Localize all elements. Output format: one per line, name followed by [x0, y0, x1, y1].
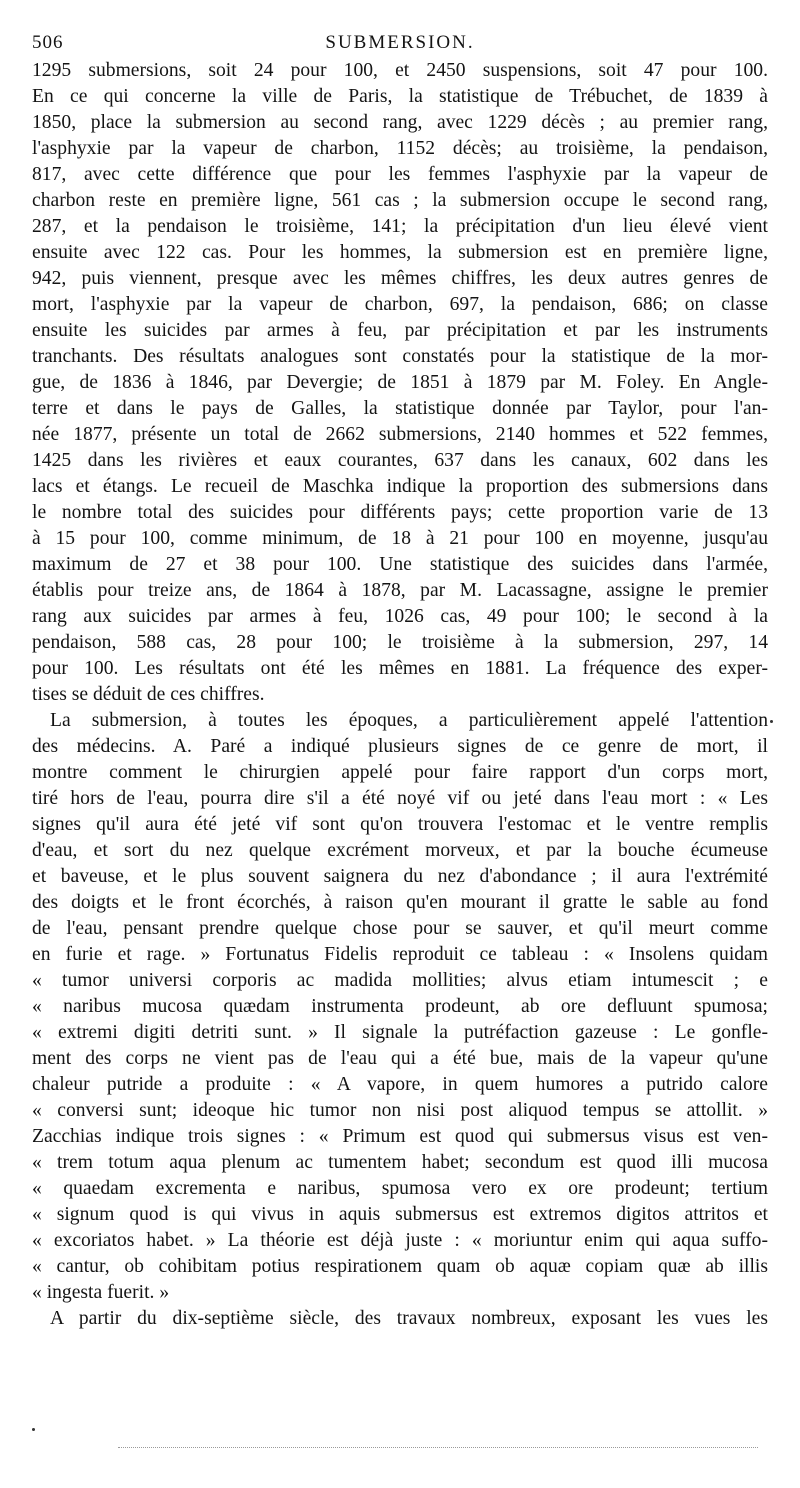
- footer-rule: [118, 1447, 758, 1448]
- text-line: en furie et rage. » Fortunatus Fidelis reproduit ce tableau : « Insolens quidam: [32, 944, 768, 965]
- text-line: « trem totum aqua plenum ac tumentem habet; secondum est quod illi mucosa: [32, 1152, 768, 1173]
- text-line: 1850, place la submersion au second rang, avec 1229 décès ; au premier rang,: [32, 112, 768, 133]
- margin-mark: [770, 720, 773, 723]
- text-line: tranchants. Des résultats analogues sont constatés pour la statistique de la mor-: [32, 346, 768, 367]
- text-line: maximum de 27 et 38 pour 100. Une statistique des suicides dans l'armée,: [32, 554, 768, 575]
- text-line: lacs et étangs. Le recueil de Maschka indique la proportion des submersions dans: [32, 476, 768, 497]
- text-line: « conversi sunt; ideoque hic tumor non nisi post aliquod tempus se attollit. »: [32, 1100, 768, 1121]
- text-line: ensuite les suicides par armes à feu, par précipitation et par les instruments: [32, 320, 768, 341]
- text-line: rang aux suicides par armes à feu, 1026 cas, 49 pour 100; le second à la: [32, 606, 768, 627]
- footer-mark: [32, 1428, 35, 1431]
- text-line: « extremi digiti detriti sunt. » Il signale la putréfaction gazeuse : Le gonfle-: [32, 1022, 768, 1043]
- text-line: A partir du dix-septième siècle, des travaux nombreux, exposant les vues les: [50, 1308, 768, 1329]
- text-line: tiré hors de l'eau, pourra dire s'il a été noyé vif ou jeté dans l'eau mort : « Les: [32, 788, 768, 809]
- text-line: pour 100. Les résultats ont été les mêmes en 1881. La fréquence des exper-: [32, 658, 768, 679]
- text-line: ment des corps ne vient pas de l'eau qui a été bue, mais de la vapeur qu'une: [32, 1048, 768, 1069]
- text-line: 817, avec cette différence que pour les femmes l'asphyxie par la vapeur de: [32, 164, 768, 185]
- text-line: à 15 pour 100, comme minimum, de 18 à 21 pour 100 en moyenne, jusqu'au: [32, 528, 768, 549]
- text-line: d'eau, et sort du nez quelque excrément morveux, et par la bouche écumeuse: [32, 840, 768, 861]
- text-line: gue, de 1836 à 1846, par Devergie; de 1851 à 1879 par M. Foley. En Angle-: [32, 372, 768, 393]
- text-line: 1295 submersions, soit 24 pour 100, et 2450 suspensions, soit 47 pour 100.: [32, 60, 768, 81]
- text-line: montre comment le chirurgien appelé pour faire rapport d'un corps mort,: [32, 762, 768, 783]
- text-line: « excoriatos habet. » La théorie est déjà juste : « moriuntur enim qui aqua suffo-: [32, 1230, 768, 1251]
- text-line: charbon reste en première ligne, 561 cas ; la submersion occupe le second rang,: [32, 190, 768, 211]
- text-line: établis pour treize ans, de 1864 à 1878, par M. Lacassagne, assigne le premier: [32, 580, 768, 601]
- text-line: le nombre total des suicides pour différents pays; cette proportion varie de 13: [32, 502, 768, 523]
- text-line: mort, l'asphyxie par la vapeur de charbon, 697, la pendaison, 686; on classe: [32, 294, 768, 315]
- text-line: chaleur putride a produite : « A vapore, in quem humores a putrido calore: [32, 1074, 768, 1095]
- text-line: « quaedam excrementa e naribus, spumosa vero ex ore prodeunt; tertium: [32, 1178, 768, 1199]
- document-page: [32, 28, 768, 1332]
- text-line: La submersion, à toutes les époques, a particulièrement appelé l'attention: [50, 710, 768, 731]
- text-line: signes qu'il aura été jeté vif sont qu'on trouvera l'estomac et le ventre remplis: [32, 814, 768, 835]
- text-line: « signum quod is qui vivus in aquis submersus est extremos digitos attritos et: [32, 1204, 768, 1225]
- text-line: ensuite avec 122 cas. Pour les hommes, la submersion est en première ligne,: [32, 242, 768, 263]
- text-line: tises se déduit de ces chiffres.: [32, 684, 265, 705]
- running-title: SUBMERSION.: [325, 32, 475, 53]
- text-line: des doigts et le front écorchés, à raison qu'en mourant il gratte le sable au fond: [32, 892, 768, 913]
- page-number: 506: [32, 32, 64, 53]
- text-line: de l'eau, pensant prendre quelque chose pour se sauver, et qu'il meurt comme: [32, 918, 768, 939]
- text-line: « cantur, ob cohibitam potius respirationem quam ob aquæ copiam quæ ab illis: [32, 1256, 768, 1277]
- text-line: « naribus mucosa quædam instrumenta prodeunt, ab ore defluunt spumosa;: [32, 996, 768, 1017]
- text-line: « tumor universi corporis ac madida mollities; alvus etiam intumescit ; e: [32, 970, 768, 991]
- text-line: pendaison, 588 cas, 28 pour 100; le troisième à la submersion, 297, 14: [32, 632, 768, 653]
- text-line: En ce qui concerne la ville de Paris, la statistique de Trébuchet, de 1839 à: [32, 86, 768, 107]
- text-line: « ingesta fuerit. »: [32, 1282, 170, 1303]
- text-line: née 1877, présente un total de 2662 submersions, 2140 hommes et 522 femmes,: [32, 424, 768, 445]
- text-line: des médecins. A. Paré a indiqué plusieurs signes de ce genre de mort, il: [32, 736, 768, 757]
- text-line: l'asphyxie par la vapeur de charbon, 1152 décès; au troisième, la pendaison,: [32, 138, 768, 159]
- text-line: 1425 dans les rivières et eaux courantes, 637 dans les canaux, 602 dans les: [32, 450, 768, 471]
- running-head: [32, 28, 768, 58]
- text-line: Zacchias indique trois signes : « Primum est quod qui submersus visus est ven-: [32, 1126, 768, 1147]
- text-line: terre et dans le pays de Galles, la statistique donnée par Taylor, pour l'an-: [32, 398, 768, 419]
- text-line: et baveuse, et le plus souvent saignera du nez d'abondance ; il aura l'extrémité: [32, 866, 768, 887]
- text-line: 942, puis viennent, presque avec les mêmes chiffres, les deux autres genres de: [32, 268, 768, 289]
- text-line: 287, et la pendaison le troisième, 141; la précipitation d'un lieu élevé vient: [32, 216, 768, 237]
- body-text: [32, 58, 768, 1332]
